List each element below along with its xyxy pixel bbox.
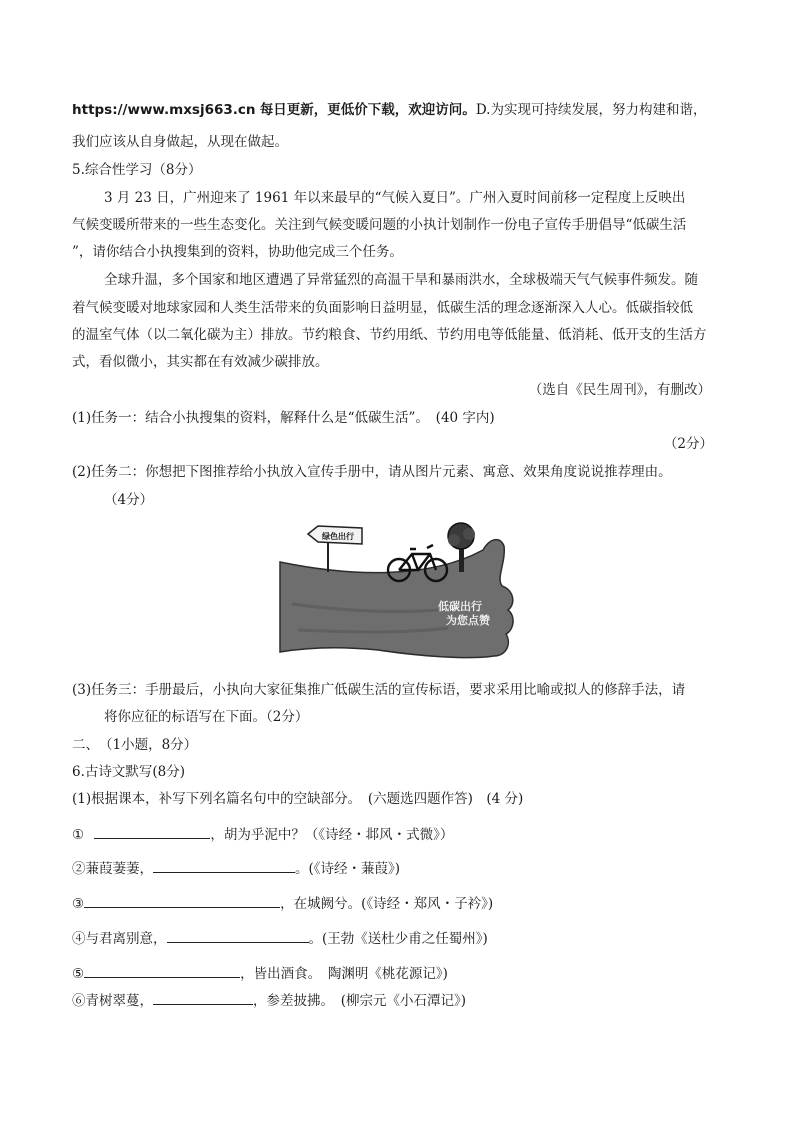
answer-blank-2[interactable] bbox=[153, 858, 295, 873]
item-pre: 蒹葭萋萋， bbox=[85, 861, 153, 877]
slogan-line-2: 为您点赞 bbox=[446, 614, 490, 627]
answer-blank-3[interactable] bbox=[84, 893, 280, 908]
q6-sub-1: (1)根据课本，补写下列名篇名句中的空缺部分。 (六题选四题作答) (4 分) bbox=[72, 791, 524, 807]
slogan-line-1: 低碳出行 bbox=[438, 600, 482, 613]
q5-intro-line-3: ”，请你结合小执搜集到的资料，协助他完成三个任务。 bbox=[72, 244, 403, 260]
item-number: ⑥ bbox=[72, 993, 86, 1009]
task-3-line-2: 将你应征的标语写在下面。（2分） bbox=[104, 709, 309, 725]
low-carbon-thumbs-up-figure bbox=[278, 514, 518, 666]
q5-title: 5.综合性学习（8分） bbox=[72, 162, 202, 178]
task-2-score: （4分） bbox=[104, 492, 154, 508]
answer-blank-6[interactable] bbox=[153, 990, 253, 1005]
item-text: ，在城阙兮。(《诗经・郑风・子衿》) bbox=[280, 896, 494, 912]
material-line-2: 着气候变暖对地球家园和人类生活带来的负面影响日益明显，低碳生活的理念逐渐深入人心。低碳指较低 bbox=[72, 300, 693, 316]
poem-fill-3 bbox=[72, 893, 493, 914]
item-number: ④ bbox=[72, 931, 86, 947]
poem-fill-6 bbox=[72, 990, 466, 1011]
option-d-text: D.为实现可持续发展，努力构建和谐， bbox=[475, 102, 707, 118]
task-3-line-1: (3)任务三：手册最后，小执向大家征集推广低碳生活的宣传标语，要求采用比喻或拟人的修辞手法，请 bbox=[72, 682, 686, 698]
section-two-heading: 二、 （1小题，8分） bbox=[72, 737, 198, 753]
answer-blank-5[interactable] bbox=[84, 963, 240, 978]
item-number: ② bbox=[72, 861, 86, 877]
task-1-score: （2分） bbox=[663, 436, 713, 452]
item-number: ③ bbox=[72, 896, 85, 912]
task-2: (2)任务二：你想把下图推荐给小执放入宣传手册中，请从图片元素、寓意、效果角度说说推荐理由。 bbox=[72, 464, 672, 480]
material-line-3: 的温室气体（以二氧化碳为主）排放。节约粮食、节约用纸、节约用电等低能量、低消耗、低开支的生活方 bbox=[72, 327, 707, 343]
item-pre: 与君离别意， bbox=[85, 931, 167, 947]
item-text: ，参差披拂。 (柳宗元《小石潭记》) bbox=[253, 993, 467, 1009]
item-number: ⑤ bbox=[72, 966, 85, 982]
item-text: ，皆出酒食。 陶渊明《桃花源记》) bbox=[240, 966, 448, 982]
poem-fill-5 bbox=[72, 963, 448, 984]
answer-blank-1[interactable] bbox=[94, 824, 210, 839]
q5-intro-line-2: 气候变暖所带来的一些生态变化。关注到气候变暖问题的小执计划制作一份电子宣传手册倡导“低碳生活 bbox=[72, 217, 687, 233]
material-line-4: 式，看似微小，其实都在有效减少碳排放。 bbox=[72, 354, 329, 370]
item-text: 。(《诗经・蒹葭》) bbox=[295, 861, 401, 877]
answer-blank-4[interactable] bbox=[167, 928, 309, 943]
q6-title: 6.古诗文默写(8分) bbox=[72, 764, 186, 780]
item-text: 。(王勃《送杜少甫之任蜀州》) bbox=[308, 931, 488, 947]
item-number: ① bbox=[72, 827, 85, 843]
material-source: （选自《民生周刊》，有删改） bbox=[528, 382, 711, 398]
sign-text: 绿色出行 bbox=[322, 532, 354, 541]
thumbs-up-hand bbox=[280, 540, 513, 658]
arrow-sign-icon bbox=[308, 526, 362, 544]
q5-intro-line-1: 3 月 23 日，广州迎来了 1961 年以来最早的“气候入夏日”。广州入夏时间前移一定程度上反映出 bbox=[104, 190, 686, 206]
item-text: ，胡为乎泥中？（《诗经・邶风・式微》） bbox=[210, 827, 454, 843]
header-line bbox=[72, 100, 706, 120]
promo-text: 每日更新，更低价下载，欢迎访问。 bbox=[259, 102, 476, 118]
option-d-continuation: 我们应该从自身做起，从现在做起。 bbox=[72, 134, 288, 150]
material-line-1: 全球升温，多个国家和地区遭遇了异常猛烈的高温干旱和暴雨洪水，全球极端天气气候事件频发。随 bbox=[104, 272, 698, 288]
poem-fill-1 bbox=[72, 824, 453, 845]
item-pre: 青树翠蔓， bbox=[85, 993, 153, 1009]
site-url[interactable]: https://www.mxsj663.cn bbox=[72, 102, 256, 118]
poem-fill-4 bbox=[72, 928, 488, 949]
task-1: (1)任务一：结合小执搜集的资料，解释什么是“低碳生活”。 (40 字内) bbox=[72, 410, 495, 426]
poem-fill-2 bbox=[72, 858, 400, 879]
